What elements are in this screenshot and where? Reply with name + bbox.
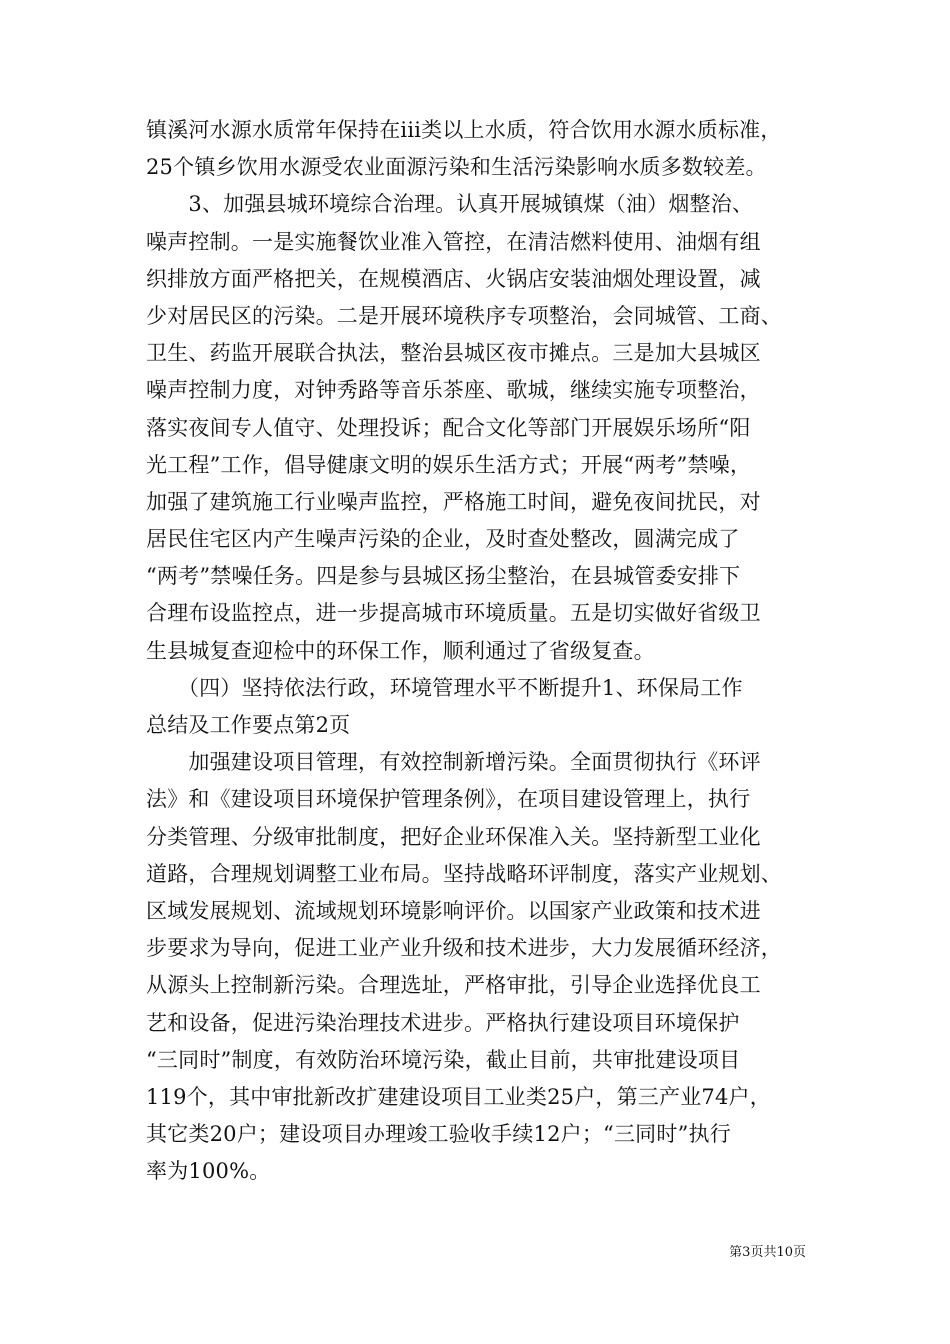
text-line: 道路，合理规划调整工业布局。坚持战略环评制度，落实产业规划、 xyxy=(146,861,782,886)
text-line: 其它类20户；建设项目办理竣工验收手续12户；“三同时”执行 xyxy=(146,1122,731,1147)
text-line: 法》和《建设项目环境保护管理条例》，在项目建设管理上，执行 xyxy=(146,787,751,812)
text-line: 率为100%。 xyxy=(146,1159,271,1184)
text-line: 落实夜间专人值守、处理投诉；配合文化等部门开展娱乐场所“阳 xyxy=(146,415,751,440)
text-line: （四）坚持依法行政，环境管理水平不断提升1、环保局工作 xyxy=(146,675,743,700)
text-line: 居民住宅区内产生噪声污染的企业，及时查处整改，圆满完成了 xyxy=(146,527,740,552)
text-line: 从源头上控制新污染。合理选址，严格审批，引导企业选择优良工 xyxy=(146,973,761,998)
text-line: “两考”禁噪任务。四是参与县城区扬尘整治，在县城管委安排下 xyxy=(146,564,741,589)
text-line: 25个镇乡饮用水源受农业面源污染和生活污染影响水质多数较差。 xyxy=(146,155,767,180)
text-line: “三同时”制度，有效防治环境污染，截止目前，共审批建设项目 xyxy=(146,1047,741,1072)
page-number-footer: 第3页共10页 xyxy=(729,1245,806,1260)
text-line: 加强建设项目管理，有效控制新增污染。全面贯彻执行《环评 xyxy=(146,750,761,775)
text-line: 噪声控制。一是实施餐饮业准入管控，在清洁燃料使用、油烟有组 xyxy=(146,229,761,254)
text-line: 总结及工作要点第2页 xyxy=(146,713,351,737)
text-line: 卫生、药监开展联合执法，整治县城区夜市摊点。三是加大县城区 xyxy=(146,341,761,366)
text-line: 艺和设备，促进污染治理技术进步。严格执行建设项目环境保护 xyxy=(146,1010,740,1035)
text-line: 3、加强县城环境综合治理。认真开展城镇煤（油）烟整治、 xyxy=(146,192,754,217)
text-line: 镇溪河水源水质常年保持在iii类以上水质，符合饮用水源水质标准， xyxy=(146,118,782,142)
text-line: 织排放方面严格把关，在规模酒店、火锅店安装油烟处理设置，减 xyxy=(146,266,761,291)
text-line: 119个，其中审批新改扩建建设项目工业类25户，第三产业74户， xyxy=(146,1084,771,1109)
text-line: 少对居民区的污染。二是开展环境秩序专项整治，会同城管、工商、 xyxy=(146,303,782,328)
text-line: 合理布设监控点，进一步提高城市环境质量。五是切实做好省级卫 xyxy=(146,601,761,626)
text-line: 步要求为导向，促进工业产业升级和技术进步，大力发展循环经济， xyxy=(146,936,782,961)
body-text xyxy=(146,112,814,1190)
text-line: 生县城复查迎检中的环保工作，顺利通过了省级复查。 xyxy=(146,638,655,663)
text-line: 分类管理、分级审批制度，把好企业环保准入关。坚持新型工业化 xyxy=(146,824,761,849)
text-line: 噪声控制力度，对钟秀路等音乐茶座、歌城，继续实施专项整治， xyxy=(146,378,761,403)
text-line: 加强了建筑施工行业噪声监控，严格施工时间，避免夜间扰民，对 xyxy=(146,489,761,514)
text-line: 区域发展规划、流域规划环境影响评价。以国家产业政策和技术进 xyxy=(146,898,761,923)
text-line: 光工程”工作，倡导健康文明的娱乐生活方式；开展“两考”禁噪， xyxy=(146,452,752,477)
